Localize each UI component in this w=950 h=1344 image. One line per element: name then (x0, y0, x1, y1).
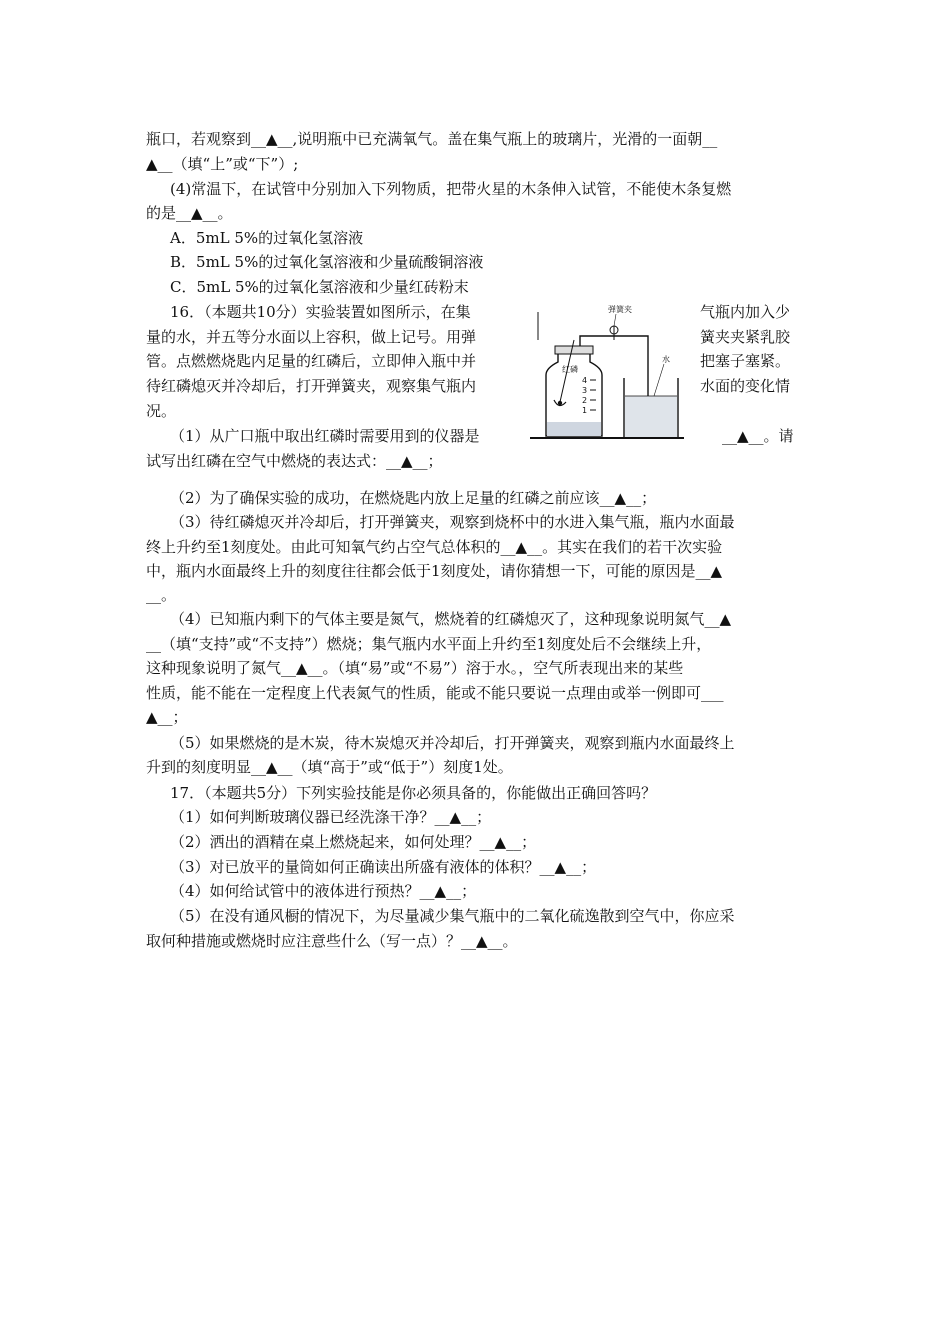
question-17-title: 17．（本题共5分）下列实验技能是你必须具备的，你能做出正确回答吗？ (170, 784, 657, 802)
text-line: ▲__（填“上”或“下”）; (146, 155, 299, 173)
water-label: 水 (662, 355, 670, 364)
text-line: （3）对已放平的量筒如何正确读出所盛有液体的体积？__▲__； (170, 858, 597, 876)
text-line: 待红磷熄灭并冷却后，打开弹簧夹，观察集气瓶内 (146, 377, 477, 395)
option-a: A．5mL 5%的过氧化氢溶液 (170, 229, 364, 247)
option-b: B．5mL 5%的过氧化氢溶液和少量硫酸铜溶液 (170, 253, 484, 271)
text-line: 这种现象说明了氮气__▲__。（填“易”或“不易”）溶于水。，空气所表现出来的某些 (146, 659, 684, 677)
scale-label: 1 (582, 406, 588, 415)
text-line: 瓶口，若观察到__▲__,说明瓶中已充满氧气。盖在集气瓶上的玻璃片，光滑的一面朝__ (146, 130, 718, 148)
text-line: 况。 (146, 402, 177, 420)
apparatus-figure (528, 300, 686, 445)
scale-label: 2 (582, 396, 588, 405)
text-line-right: 簧夹夹紧乳胶 (700, 328, 791, 346)
text-line: 试写出红磷在空气中燃烧的表达式：__▲__； (146, 452, 443, 470)
bottle-water (547, 422, 601, 436)
text-line: （1）从广口瓶中取出红磷时需要用到的仪器是 (170, 427, 480, 445)
text-line: 中，瓶内水面最终上升的刻度往往都会低于1刻度处，请你猜想一下，可能的原因是__▲ (146, 562, 723, 580)
phosphorus-label: 红磷 (562, 365, 578, 374)
text-line: （2）为了确保实验的成功，在燃烧匙内放上足量的红磷之前应该__▲__； (170, 489, 657, 507)
text-line: （5）如果燃烧的是木炭，待木炭熄灭并冷却后，打开弹簧夹，观察到瓶内水面最终上 (170, 734, 735, 752)
text-line: （4）如何给试管中的液体进行预热？__▲__； (170, 882, 477, 900)
text-line: （3）待红磷熄灭并冷却后，打开弹簧夹，观察到烧杯中的水进入集气瓶，瓶内水面最 (170, 513, 735, 531)
text-line: __。 (146, 586, 177, 604)
text-line: 的是__▲__。 (146, 204, 233, 222)
text-line: (4)常温下，在试管中分别加入下列物质，把带火星的木条伸入试管，不能使木条复燃 (170, 180, 732, 198)
option-c: C．5mL 5%的过氧化氢溶液和少量红砖粉末 (170, 278, 469, 296)
scale-label: 3 (582, 386, 588, 395)
text-line: 终上升约至1刻度处。由此可知氧气约占空气总体积的__▲__。其实在我们的若干次实验 (146, 538, 723, 556)
text-line: 管。点燃燃烧匙内足量的红磷后，立即伸入瓶中并 (146, 352, 477, 370)
text-line: （5）在没有通风橱的情况下，为尽量减少集气瓶中的二氧化硫逸散到空气中，你应采 (170, 907, 735, 925)
beaker-water (625, 396, 677, 437)
text-line-right: __▲__。请 (722, 427, 794, 445)
text-line: 升到的刻度明显__▲__（填“高于”或“低于”）刻度1处。 (146, 758, 513, 776)
stopper (555, 346, 593, 354)
text-line-right: 水面的变化情 (700, 377, 791, 395)
question-16-title: 16．（本题共10分）实验装置如图所示，在集 (170, 303, 471, 321)
text-line-right: 把塞子塞紧。 (700, 352, 791, 370)
text-line: ▲__； (146, 708, 188, 726)
text-line: （1）如何判断玻璃仪器已经洗涤干净？__▲__； (170, 808, 492, 826)
text-line: （4）已知瓶内剩下的气体主要是氮气，燃烧着的红磷熄灭了，这种现象说明氮气__▲ (170, 610, 732, 628)
text-line: __（填“支持”或“不支持”）燃烧；集气瓶内水平面上升约至1刻度处后不会继续上升， (146, 635, 712, 653)
text-line: 取何种措施或燃烧时应注意些什么（写一点）？__▲__。 (146, 932, 518, 950)
text-line: 量的水，并五等分水面以上容积，做上记号。用弹 (146, 328, 477, 346)
text-line: 性质，能不能在一定程度上代表氮气的性质，能或不能只要说一点理由或举一例即可___ (146, 684, 724, 702)
text-line: （2）洒出的酒精在桌上燃烧起来，如何处理？__▲__； (170, 833, 537, 851)
text-line-right: 气瓶内加入少 (700, 303, 791, 321)
clamp-label: 弹簧夹 (608, 305, 632, 314)
phosphorus (558, 401, 562, 405)
scale-label: 4 (582, 376, 588, 385)
